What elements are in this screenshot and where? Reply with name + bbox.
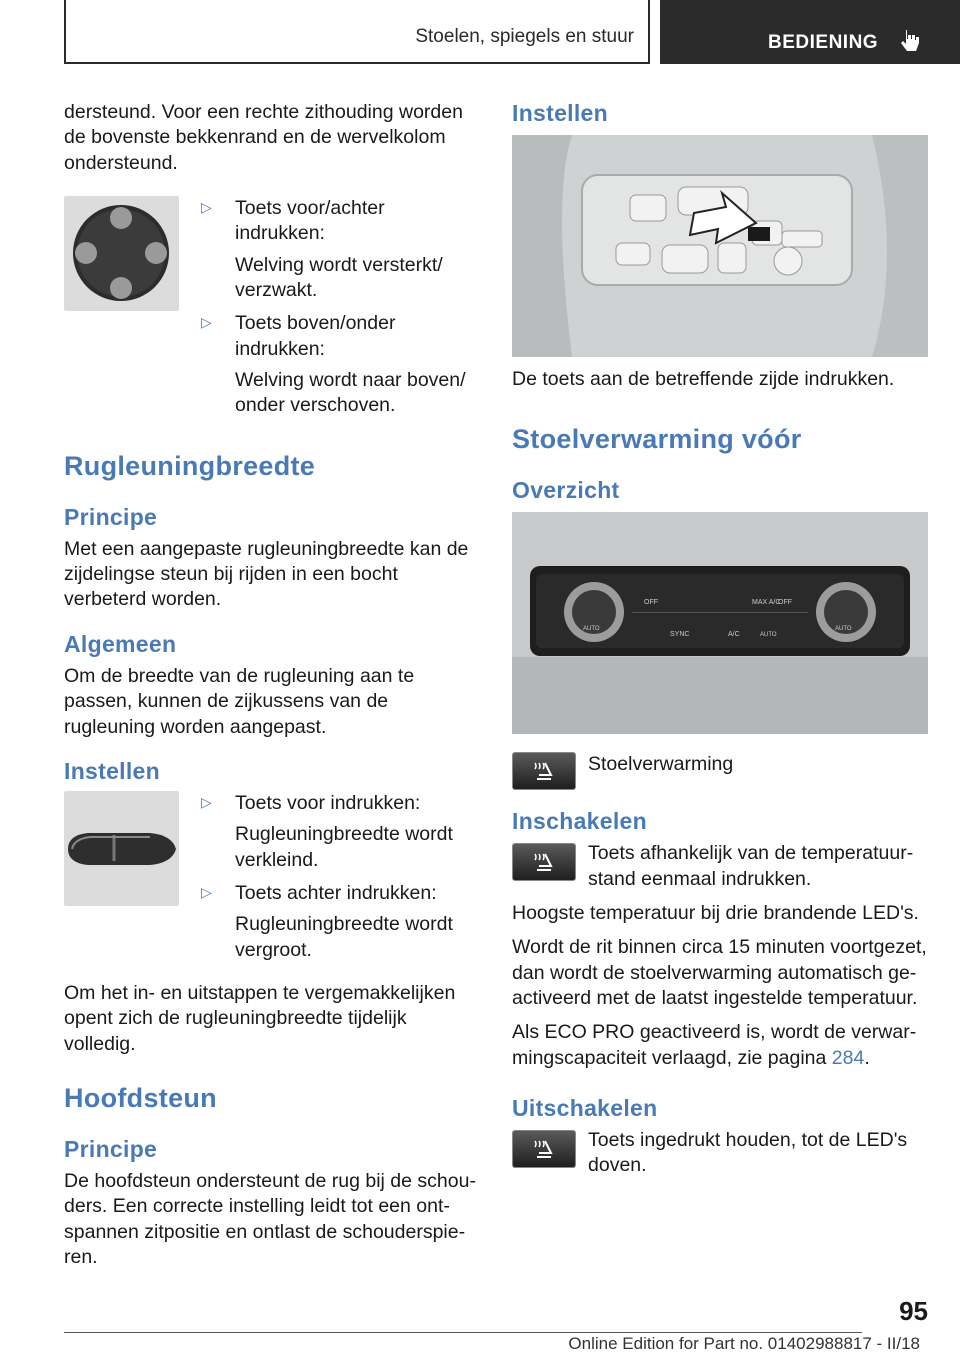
width-control-image bbox=[64, 791, 179, 906]
climate-label-sync: SYNC bbox=[670, 631, 690, 639]
rit-text: Wordt de rit binnen circa 15 minuten voortgezet, dan wordt de stoelverwarming automatisch geactiveerd met de laatst ingestelde temperatuur. bbox=[512, 936, 927, 1010]
inschakelen-text: Toets afhankelijk van de temperatuurstand eenmaal indrukken. bbox=[588, 842, 914, 890]
left-column bbox=[64, 100, 478, 1279]
entry-text: Om het in- en uitstappen te vergemakkelijken opent zich de rugleuningbreedte tijdelijk volledig. bbox=[64, 981, 456, 1055]
width-block bbox=[64, 791, 478, 971]
edition-text: Online Edition for Part no. 01402988817 - II/18 bbox=[568, 1334, 920, 1353]
climate-label-max-ac: MAX A/C bbox=[752, 599, 781, 607]
seat-heating-icon bbox=[512, 752, 576, 790]
list-item: ▷ Toets voor indrukken: bbox=[201, 791, 478, 816]
seat-heating-icon bbox=[512, 843, 576, 881]
algemeen-text: Om de breedte van de rugleuning aan te passen, kunnen de zijkussens van de rugleuning worden aangepast. bbox=[64, 664, 415, 738]
heading-principe: Principe bbox=[64, 503, 158, 530]
heading-overzicht: Overzicht bbox=[512, 477, 620, 504]
heading-principe-2: Principe bbox=[64, 1135, 158, 1162]
lumbar-block bbox=[64, 196, 478, 427]
climate-label-ac: A/C bbox=[728, 631, 740, 639]
header-section bbox=[64, 0, 650, 64]
stoelverwarming-legend bbox=[512, 750, 928, 790]
uitschakelen-block bbox=[512, 1128, 928, 1188]
heading-instellen-right: Instellen bbox=[512, 100, 609, 126]
hoofdsteun-text: De hoofdsteun ondersteunt de rug bij de schouders. Een correcte instelling leidt tot een ontspannen zitpositie en ontlast de schouderspieren. bbox=[64, 1169, 476, 1268]
eco-text: Als ECO PRO geactiveerd is, wordt de verwarmingscapaciteit verlaagd, zie pagina 284. bbox=[512, 1021, 917, 1069]
list-item-result: Rugleuningbreedte wordt verkleind. bbox=[235, 823, 453, 871]
seat-heating-icon bbox=[512, 1130, 576, 1168]
heading-inschakelen: Inschakelen bbox=[512, 808, 647, 835]
list-item-result: Rugleuningbreedte wordt vergroot. bbox=[235, 913, 453, 961]
list-item-result: Welving wordt versterkt/ verzwakt. bbox=[235, 253, 443, 302]
right-column bbox=[512, 100, 928, 1188]
climate-label-auto-2: AUTO bbox=[760, 632, 777, 639]
seat-controls-photo bbox=[512, 135, 928, 357]
hand-pointer-icon bbox=[896, 28, 922, 54]
heading-uitschakelen: Uitschakelen bbox=[512, 1095, 658, 1122]
climate-label-auto-3: AUTO bbox=[835, 626, 852, 633]
lumbar-control-image bbox=[64, 196, 179, 311]
triangle-bullet-icon: ▷ bbox=[201, 314, 212, 331]
heading-stoelverwarming: Stoelverwarming vóór bbox=[512, 424, 802, 455]
heading-algemeen: Algemeen bbox=[64, 630, 177, 657]
instellen-caption: De toets aan de betreffende zijde indrukken. bbox=[512, 368, 895, 390]
climate-panel-photo bbox=[512, 512, 928, 734]
principe-text: Met een aangepaste rugleuningbreedte kan de zijdelingse steun bij rijden in een bocht verbeterd worden. bbox=[64, 537, 469, 611]
inschakelen-block bbox=[512, 841, 928, 901]
triangle-bullet-icon: ▷ bbox=[201, 793, 212, 810]
climate-label-auto-1: AUTO bbox=[583, 626, 600, 633]
header-chapter-title: BEDIENING bbox=[768, 32, 879, 53]
width-instructions bbox=[201, 791, 478, 971]
triangle-bullet-icon: ▷ bbox=[201, 883, 212, 900]
led-text: Hoogste temperatuur bij drie brandende LED's. bbox=[512, 902, 919, 925]
footer-divider bbox=[64, 1332, 862, 1333]
intro-text: dersteund. Voor een rechte zithouding worden de bovenste bekkenrand en de wervelkolom ondersteund. bbox=[64, 101, 463, 174]
heading-hoofdsteun: Hoofdsteun bbox=[64, 1082, 217, 1113]
stoelverwarming-label: Stoelverwarming bbox=[588, 753, 734, 776]
header-section-title: Stoelen, spiegels en stuur bbox=[415, 26, 634, 47]
climate-label-off-1: OFF bbox=[644, 599, 658, 607]
page-link-284[interactable]: 284 bbox=[831, 1046, 865, 1069]
uitschakelen-text: Toets ingedrukt houden, tot de LED's doven. bbox=[588, 1129, 908, 1177]
header-chapter bbox=[660, 0, 960, 64]
list-item-result: Welving wordt naar boven/ onder verschoven. bbox=[235, 369, 466, 417]
list-item: ▷ Toets voor/achter indrukken: bbox=[201, 196, 478, 247]
list-item: ▷ Toets boven/onder indrukken: bbox=[201, 311, 478, 362]
heading-instellen: Instellen bbox=[64, 757, 161, 784]
heading-rugleuningbreedte: Rugleuningbreedte bbox=[64, 450, 316, 481]
list-item: ▷ Toets achter indrukken: bbox=[201, 881, 478, 906]
page-number: 95 bbox=[899, 1296, 928, 1326]
triangle-bullet-icon: ▷ bbox=[201, 199, 212, 216]
climate-label-off-2: OFF bbox=[778, 599, 792, 607]
lumbar-instructions bbox=[201, 196, 478, 427]
